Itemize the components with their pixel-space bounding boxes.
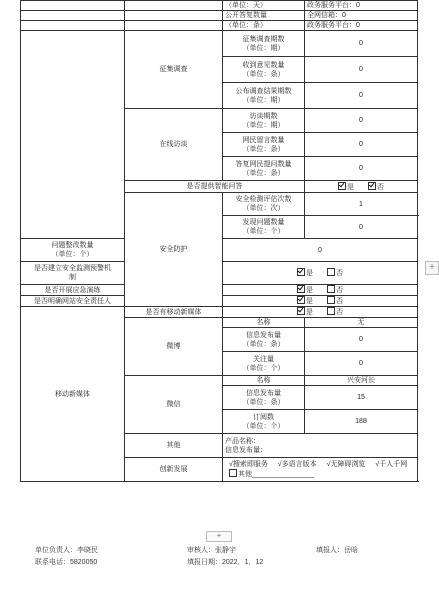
wechat-pub-value: 15 [305, 386, 418, 410]
security-group-label: 安全防护 [125, 193, 223, 307]
add-column-button[interactable]: + [425, 261, 439, 275]
weibo-fans-value: 0 [305, 352, 418, 376]
emergency-drill-choice [223, 285, 418, 296]
smart-qa-label: 是否提供智能问答 [125, 181, 305, 193]
solicit-item: 收到意见数量 （单位：条） [223, 57, 305, 83]
other-media-label: 其他 [125, 434, 223, 458]
solicit-value: 0 [305, 57, 418, 83]
blank-cell [125, 11, 223, 21]
wechat-pub-label: 信息发布量 （单位：条） [223, 386, 305, 410]
innovation-other[interactable]: 其他________________ [229, 469, 314, 479]
weibo-name-value: 无 [305, 318, 418, 328]
interview-value: 0 [305, 133, 418, 157]
mobile-group-label: 移动新媒体 [21, 307, 125, 482]
gov-platform-days-value: 政务服务平台：0 [305, 1, 418, 11]
report-table [20, 0, 418, 482]
empty-box-icon [229, 469, 237, 477]
security-item: 问题整改数量 （单位：个） [21, 239, 125, 262]
weibo-pub-value: 0 [305, 328, 418, 352]
blank-cell [21, 31, 125, 239]
weibo-fans-label: 关注量 （单位：个） [223, 352, 305, 376]
add-row-button[interactable]: + [206, 531, 232, 542]
security-value: 1 [305, 193, 418, 216]
interview-value: 0 [305, 157, 418, 181]
weibo-pub-label: 信息发布量 （单位：条） [223, 328, 305, 352]
wechat-subs-label: 订阅数 （单位：个） [223, 410, 305, 434]
blank-cell [125, 1, 223, 11]
mech-yes[interactable]: 是 [297, 268, 313, 278]
fill-date: 填报日期：2022．1．12 [187, 559, 264, 566]
other-media-fields: 产品名称： 信息发布量： [223, 434, 418, 458]
filler: 填报人：岳晗 [316, 547, 358, 554]
interview-item: 访谈期数 （单位：期） [223, 109, 305, 133]
checked-box-icon [297, 285, 305, 293]
wechat-name-value: 兴安河长 [305, 376, 418, 386]
innovation-accessibility[interactable]: √无障碍浏览 [326, 461, 366, 468]
weibo-name-label: 名称 [223, 318, 305, 328]
interview-item: 答复网民提问数量 （单位：条） [223, 157, 305, 181]
interview-group-label: 在线访谈 [125, 109, 223, 181]
drill-yes[interactable]: 是 [297, 285, 313, 295]
blank-cell [21, 11, 125, 21]
empty-box-icon [327, 307, 335, 315]
mech-no[interactable]: 否 [327, 268, 343, 278]
mailbox-value: 全网信箱：0 [305, 11, 418, 21]
mobile-yes[interactable]: 是 [297, 307, 313, 317]
owner-no[interactable]: 否 [327, 296, 343, 306]
interview-value: 0 [305, 109, 418, 133]
wechat-subs-value: 188 [305, 410, 418, 434]
owner-yes[interactable]: 是 [297, 296, 313, 306]
solicit-value: 0 [305, 83, 418, 109]
innovation-search-service[interactable]: √搜索即服务 [229, 461, 268, 468]
drill-no[interactable]: 否 [327, 285, 343, 295]
checked-box-icon [338, 182, 346, 190]
blank-cell [21, 21, 125, 31]
empty-box-icon [327, 268, 335, 276]
blank-cell [21, 1, 125, 11]
security-item: 发现问题数量 （单位：个） [223, 216, 305, 239]
security-value: 0 [305, 216, 418, 239]
checked-box-icon [297, 307, 305, 315]
checked-box-icon [297, 268, 305, 276]
innovation-multilang[interactable]: √多语言版本 [277, 461, 317, 468]
security-owner-label: 是否明确网站安全责任人 [21, 296, 125, 307]
empty-box-icon [327, 296, 335, 304]
reviewer: 审核人：张静宇 [187, 547, 236, 554]
innovation-personalized[interactable]: √千人千网 [375, 461, 408, 468]
smart-qa-yes[interactable]: 是 [338, 182, 354, 192]
blank-cell [125, 21, 223, 31]
security-mech-choice [223, 262, 418, 285]
solicit-value: 0 [305, 31, 418, 57]
interview-item: 网民留言数量 （单位：条） [223, 133, 305, 157]
empty-box-icon [327, 285, 335, 293]
smart-qa-choice [305, 181, 418, 193]
contact-phone: 联系电话：5820050 [35, 559, 98, 566]
security-owner-choice [223, 296, 418, 307]
emergency-drill-label: 是否开展应急演练 [21, 285, 125, 296]
solicit-item: 征集调查期数 （单位：期） [223, 31, 305, 57]
wechat-label: 微信 [125, 376, 223, 434]
smart-qa-no[interactable]: 否 [368, 182, 384, 192]
checked-box-icon [297, 296, 305, 304]
mobile-has-label: 是否有移动新媒体 [125, 307, 223, 318]
checked-box-icon [368, 182, 376, 190]
weibo-label: 微博 [125, 318, 223, 376]
security-value: 0 [223, 239, 418, 262]
innovation-group-label: 创新发展 [125, 458, 223, 482]
mobile-has-choice [223, 307, 418, 318]
security-item: 安全检测评估次数 （单位：次） [223, 193, 305, 216]
solicit-group-label: 征集调查 [125, 31, 223, 109]
public-reply-label: 公开答复数量 [223, 11, 305, 21]
mobile-no[interactable]: 否 [327, 307, 343, 317]
unit-owner: 单位负责人：李晓民 [35, 547, 98, 554]
unit-days-label: （单位：天） [223, 1, 305, 11]
unit-items-label: （单位：条） [223, 21, 305, 31]
wechat-name-label: 名称 [223, 376, 305, 386]
gov-platform-reply-value: 政务服务平台：0 [305, 21, 418, 31]
solicit-item: 公布调查结果期数 （单位：期） [223, 83, 305, 109]
security-mech-label: 是否建立安全监测预警机 制 [21, 262, 125, 285]
innovation-options [223, 458, 418, 482]
